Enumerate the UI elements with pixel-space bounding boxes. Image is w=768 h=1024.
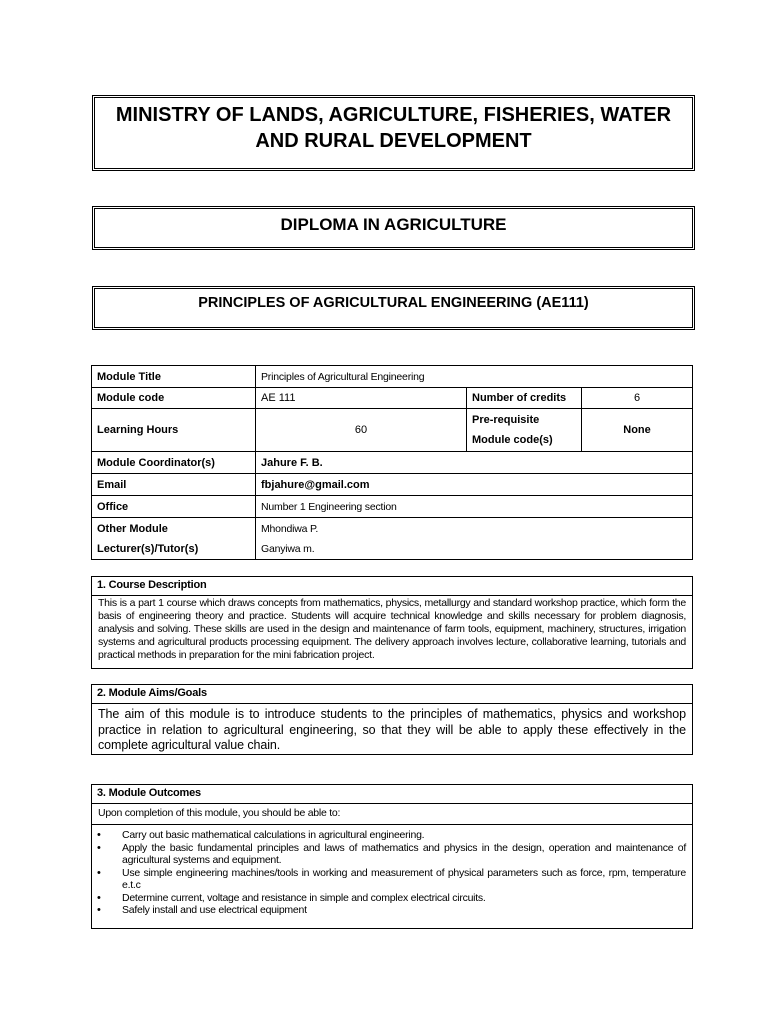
module-aims-text: The aim of this module is to introduce students to the principles of mathematics, physics and workshop practice in relation to agricultural engineering, so that they will be able to apply these effectively in the complete agricultural value chain. bbox=[98, 707, 686, 752]
list-item bbox=[92, 829, 686, 842]
other-lecturer-1: Mhondiwa P. bbox=[261, 522, 319, 535]
credits-value: 6 bbox=[582, 388, 693, 409]
module-code-value: AE 111 bbox=[256, 388, 467, 409]
email-label: Email bbox=[92, 474, 256, 496]
other-lecturers-label bbox=[92, 518, 256, 560]
table-row bbox=[92, 474, 693, 496]
course-title: PRINCIPLES OF AGRICULTURAL ENGINEERING (AE111) bbox=[198, 295, 589, 311]
list-item bbox=[92, 892, 686, 905]
bullet-icon: • bbox=[97, 904, 101, 916]
table-row bbox=[92, 409, 693, 452]
bullet-icon: • bbox=[97, 841, 101, 854]
other-lecturers-label-line-1: Other Module bbox=[97, 522, 168, 535]
table-row bbox=[92, 388, 693, 409]
email-value: fbjahure@gmail.com bbox=[256, 474, 693, 496]
office-label: Office bbox=[92, 496, 256, 518]
table-row bbox=[92, 452, 693, 474]
table-row bbox=[92, 496, 693, 518]
course-description-heading: 1. Course Description bbox=[92, 577, 692, 596]
other-lecturer-2: Ganyiwa m. bbox=[261, 542, 315, 555]
module-aims-heading: 2. Module Aims/Goals bbox=[92, 685, 692, 704]
prereq-label-line-1: Pre-requisite bbox=[472, 414, 540, 426]
module-outcomes-heading: 3. Module Outcomes bbox=[92, 785, 692, 804]
module-outcomes-intro: Upon completion of this module, you should be able to: bbox=[98, 807, 341, 819]
module-aims-section bbox=[91, 684, 693, 755]
ministry-header bbox=[92, 95, 695, 171]
table-row bbox=[92, 366, 693, 388]
diploma-header bbox=[92, 206, 695, 250]
coordinator-label: Module Coordinator(s) bbox=[92, 452, 256, 474]
prereq-value: None bbox=[582, 409, 693, 452]
diploma-title: DIPLOMA IN AGRICULTURE bbox=[280, 215, 507, 234]
bullet-icon: • bbox=[97, 829, 101, 841]
other-lecturers-label-line-2: Lecturer(s)/Tutor(s) bbox=[97, 542, 199, 555]
list-item bbox=[92, 867, 686, 892]
course-description-section bbox=[91, 576, 693, 669]
prereq-label-line-2: Module code(s) bbox=[472, 434, 553, 446]
outcome-text: Carry out basic mathematical calculations in agricultural engineering. bbox=[122, 829, 425, 841]
outcome-text: Safely install and use electrical equipment bbox=[122, 904, 307, 916]
other-lecturers-value bbox=[256, 518, 693, 560]
module-code-label: Module code bbox=[92, 388, 256, 409]
hours-value: 60 bbox=[256, 409, 467, 452]
prereq-label bbox=[467, 409, 582, 452]
module-outcomes-section bbox=[91, 784, 693, 929]
course-header bbox=[92, 286, 695, 330]
credits-label: Number of credits bbox=[467, 388, 582, 409]
outcomes-list bbox=[92, 829, 686, 917]
hours-label: Learning Hours bbox=[92, 409, 256, 452]
list-item bbox=[92, 904, 686, 917]
outcome-text: Determine current, voltage and resistance in simple and complex electrical circuits. bbox=[122, 891, 486, 904]
ministry-title-line-2: AND RURAL DEVELOPMENT bbox=[255, 130, 532, 152]
outcome-text: Apply the basic fundamental principles and laws of mathematics and physics in the design, operation and maintenance of agricultural systems and equipment. bbox=[122, 841, 686, 866]
list-item bbox=[92, 842, 686, 867]
module-info-table bbox=[91, 365, 693, 560]
bullet-icon: • bbox=[97, 891, 101, 904]
ministry-title-line-1: MINISTRY OF LANDS, AGRICULTURE, FISHERIES, WATER bbox=[115, 104, 672, 126]
module-title-label: Module Title bbox=[92, 366, 256, 388]
outcome-text: Use simple engineering machines/tools in working and measurement of physical parameters such as force, rpm, temperature e.t.c bbox=[122, 866, 686, 891]
outcomes-list-container bbox=[92, 824, 692, 917]
course-description-text: This is a part 1 course which draws concepts from mathematics, physics, metallurgy and standard workshop practice, which form the basis of engineering theory and practice. Students will acquire technical knowledge and skills necessary for problem diagnosis, analysis and solving. These skills are used in the design and maintenance of farm tools, equipment, machinery, structures, irrigation systems and agricultural products processing equipment. The delivery approach involves lecture, collaborative learning, tutorials and practical methods in preparation for the mini fabrication project. bbox=[98, 597, 686, 661]
module-title-value: Principles of Agricultural Engineering bbox=[256, 366, 693, 388]
table-row bbox=[92, 518, 693, 560]
coordinator-value: Jahure F. B. bbox=[256, 452, 693, 474]
bullet-icon: • bbox=[97, 866, 101, 879]
office-value: Number 1 Engineering section bbox=[256, 496, 693, 518]
